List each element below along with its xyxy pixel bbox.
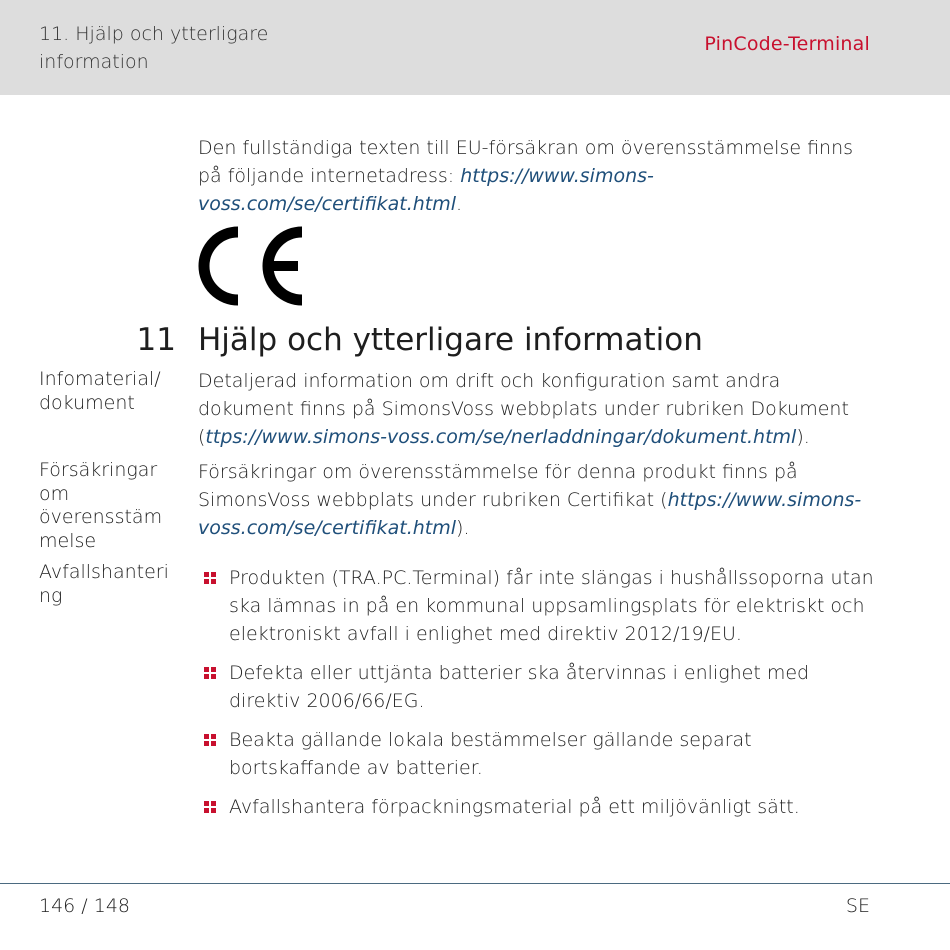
bullet-text: Produkten (TRA.PC.Terminal) får inte slängas i hushållssoporna utan ska lämnas in på en kommunal uppsamlingsplats för elektriskt och elektroniskt avfall i enlighet med direktiv 2012/19/EU. — [229, 567, 874, 645]
bullet-text: Defekta eller uttjänta batterier ska återvinnas i enlighet med direktiv 2006/66/EG. — [229, 662, 810, 712]
info-after: ). — [796, 426, 810, 448]
header-product-name: PinCode-Terminal — [704, 33, 870, 55]
cert-paragraph — [198, 458, 878, 542]
cert-text: Försäkringar om överensstämmelse för denna produkt finns på SimonsVoss webbplats under rubriken Certifikat ( — [198, 461, 798, 511]
intro-after: . — [456, 193, 463, 215]
footer-divider — [0, 883, 950, 884]
chapter-title: Hjälp och ytterligare information — [198, 322, 703, 358]
disposal-bullet-list — [198, 564, 878, 832]
red-square-bullet-icon — [204, 572, 216, 584]
list-item — [198, 564, 878, 648]
certificate-link[interactable]: https://www.simons-voss.com/se/certifikat.html — [198, 165, 654, 215]
red-square-bullet-icon — [204, 801, 216, 813]
language-code: SE — [845, 895, 870, 917]
info-text: Detaljerad information om drift och konfiguration samt andra dokument finns på SimonsVoss webbplats under rubriken Dokument ( — [198, 370, 849, 448]
red-square-bullet-icon — [204, 734, 216, 746]
list-item — [198, 793, 878, 821]
side-label-disposal: Avfallshanteri ng — [39, 561, 169, 607]
info-paragraph — [198, 367, 878, 451]
bullet-text: Avfallshantera förpackningsmaterial på ett miljövänligt sätt. — [229, 796, 800, 818]
list-item — [198, 659, 878, 715]
red-square-bullet-icon — [204, 667, 216, 679]
side-label-info: Infomaterial/ dokument — [39, 368, 161, 414]
header-chapter-title: 11. Hjälp och ytterligare information — [39, 23, 269, 73]
documents-link[interactable]: ttps://www.simons-voss.com/se/nerladdningar/dokument.html — [205, 426, 797, 448]
certificates-link[interactable]: https://www.simons-voss.com/se/certifikat.html — [198, 489, 862, 539]
chapter-number: 11 — [136, 322, 176, 358]
side-label-cert: Försäkringar om överensstäm melse — [39, 459, 163, 552]
intro-paragraph — [198, 134, 878, 218]
bullet-text: Beakta gällande lokala bestämmelser gällande separat bortskaffande av batterier. — [229, 729, 752, 779]
ce-mark-icon — [196, 226, 308, 306]
intro-text: Den fullständiga texten till EU-försäkran om överensstämmelse finns på följande internetadress: — [198, 137, 854, 187]
cert-after: ). — [456, 517, 470, 539]
list-item — [198, 726, 878, 782]
page-header — [0, 0, 950, 95]
page-number: 146 / 148 — [39, 895, 131, 917]
